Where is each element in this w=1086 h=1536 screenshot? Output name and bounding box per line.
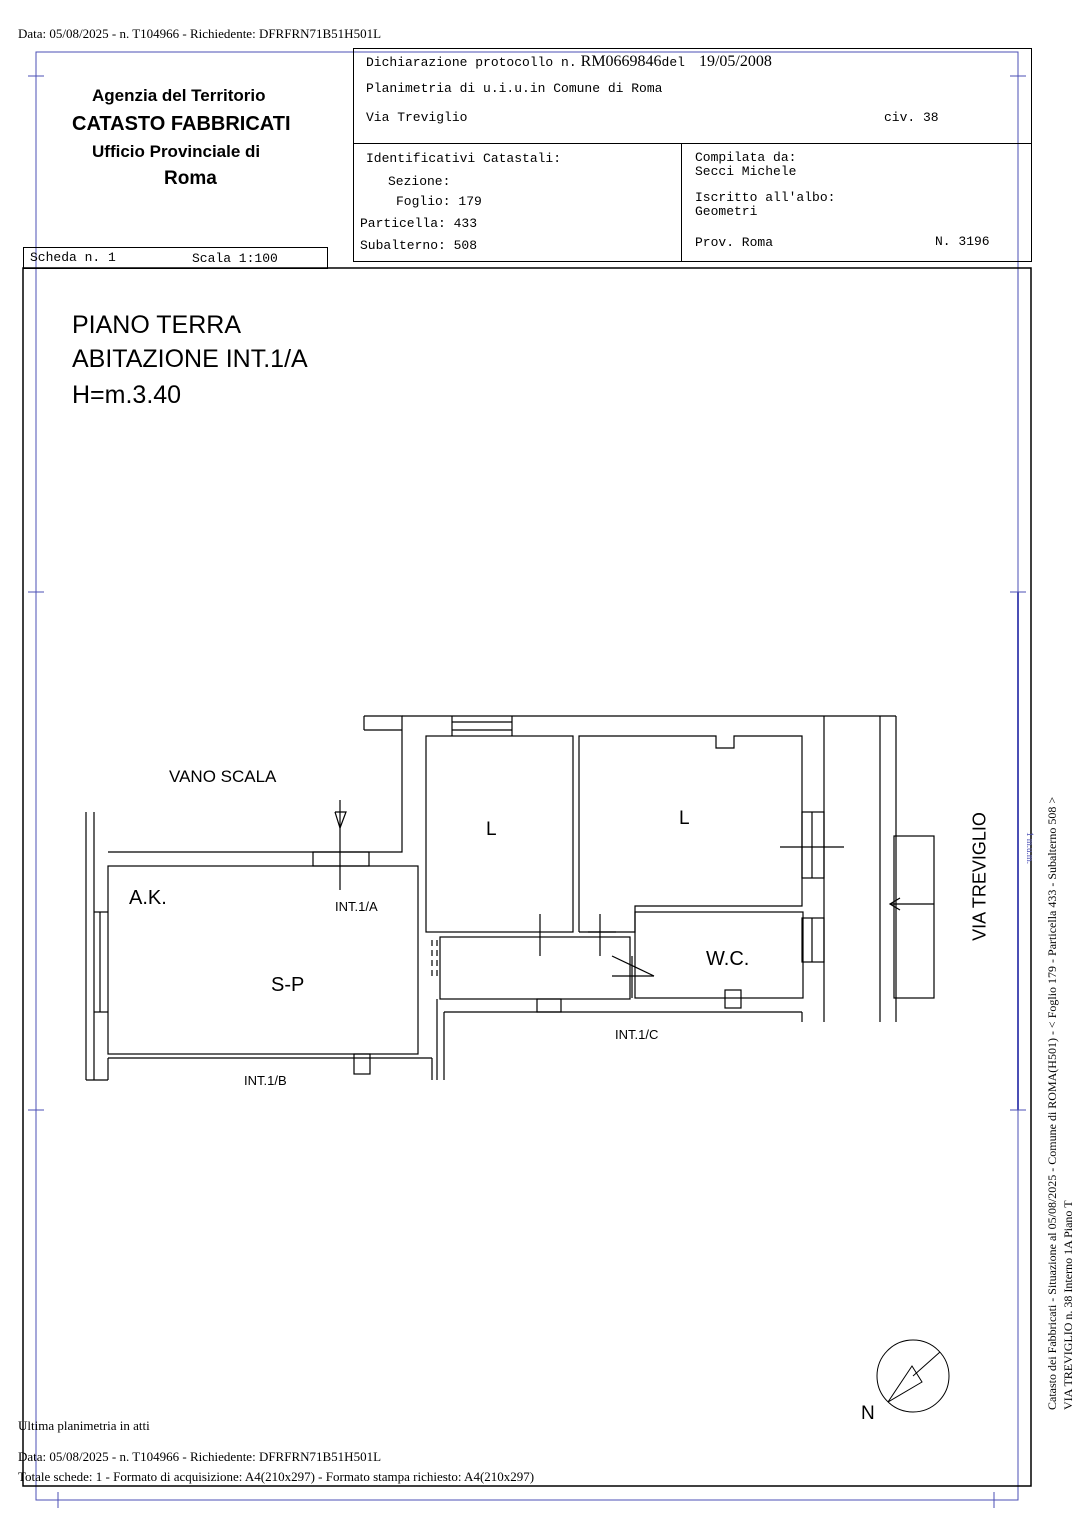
room-label-l2: L bbox=[679, 808, 690, 829]
ultima-planimetria: Ultima planimetria in atti bbox=[18, 1418, 150, 1433]
plan-title-height: H=m.3.40 bbox=[72, 381, 182, 409]
street-label: VIA TREVIGLIO bbox=[969, 812, 990, 941]
albo-name: Geometri bbox=[695, 204, 758, 219]
label-int-1a: INT.1/A bbox=[335, 899, 378, 914]
request-info-top: Data: 05/08/2025 - n. T104966 - Richiedente: DFRFRN71B51H501L bbox=[18, 26, 382, 41]
street-name: Via Treviglio bbox=[366, 110, 468, 125]
foglio: Foglio: 179 bbox=[396, 194, 482, 209]
side-info-line1: Catasto dei Fabbricati - Situazione al 05/08/2025 - Comune di ROMA(H501) - < Foglio 179 - Particella 433 - Subalterno 508 > bbox=[1045, 796, 1059, 1410]
room-label-sp: S-P bbox=[271, 974, 305, 996]
particella: Particella: 433 bbox=[360, 216, 478, 231]
subalterno: Subalterno: 508 bbox=[360, 238, 478, 253]
compass-icon bbox=[877, 1340, 949, 1412]
office-city: Roma bbox=[164, 168, 217, 189]
scheda-box bbox=[23, 247, 328, 269]
identificativi-title: Identificativi Catastali: bbox=[366, 151, 562, 166]
plan-title-floor: PIANO TERRA bbox=[72, 311, 242, 339]
side-info-line2: VIA TREVIGLIO n. 38 Interno 1A Piano T bbox=[1061, 1200, 1075, 1410]
protocol-date: 19/05/2008 bbox=[698, 53, 772, 70]
protocol-label: Dichiarazione protocollo n. bbox=[366, 55, 577, 70]
compilata-box bbox=[681, 143, 1032, 262]
iscritto-label: Iscritto all'albo: bbox=[695, 190, 836, 205]
scale-label: Scala 1:100 bbox=[192, 251, 278, 266]
label-int-1b: INT.1/B bbox=[244, 1073, 287, 1088]
north-label: N bbox=[861, 1403, 875, 1424]
label-int-1c: INT.1/C bbox=[615, 1027, 659, 1042]
planimetria-line: Planimetria di u.i.u.in Comune di Roma bbox=[366, 81, 663, 96]
catasto-title: CATASTO FABBRICATI bbox=[72, 113, 291, 135]
office-label: Ufficio Provinciale di bbox=[92, 142, 261, 161]
registration-number: N. 3196 bbox=[935, 234, 990, 249]
compilata-title: Compilata da: bbox=[695, 150, 797, 165]
scheda-number: Scheda n. 1 bbox=[30, 250, 116, 265]
protocol-box bbox=[353, 48, 1032, 144]
room-label-wc: W.C. bbox=[706, 948, 750, 970]
sezione: Sezione: bbox=[388, 174, 451, 189]
stamp-mark: 1 m.u.m. bbox=[1025, 831, 1035, 864]
label-vano-scala: VANO SCALA bbox=[169, 767, 277, 786]
protocol-line bbox=[366, 53, 772, 71]
province: Prov. Roma bbox=[695, 235, 774, 250]
room-label-l1: L bbox=[486, 819, 497, 840]
request-info-bottom: Data: 05/08/2025 - n. T104966 - Richiedente: DFRFRN71B51H501L bbox=[18, 1449, 382, 1464]
room-label-ak: A.K. bbox=[129, 887, 167, 909]
compiler-name: Secci Michele bbox=[695, 164, 797, 179]
identificativi-box bbox=[353, 143, 682, 262]
civic-number: civ. 38 bbox=[884, 110, 939, 125]
totale-schede: Totale schede: 1 - Formato di acquisizione: A4(210x297) - Formato stampa richiesto: A4(210x297) bbox=[18, 1469, 535, 1484]
agency-name: Agenzia del Territorio bbox=[92, 86, 266, 105]
del-label: del bbox=[661, 55, 685, 70]
plan-title-unit: ABITAZIONE INT.1/A bbox=[72, 345, 308, 373]
protocol-number: RM0669846 bbox=[580, 53, 662, 70]
